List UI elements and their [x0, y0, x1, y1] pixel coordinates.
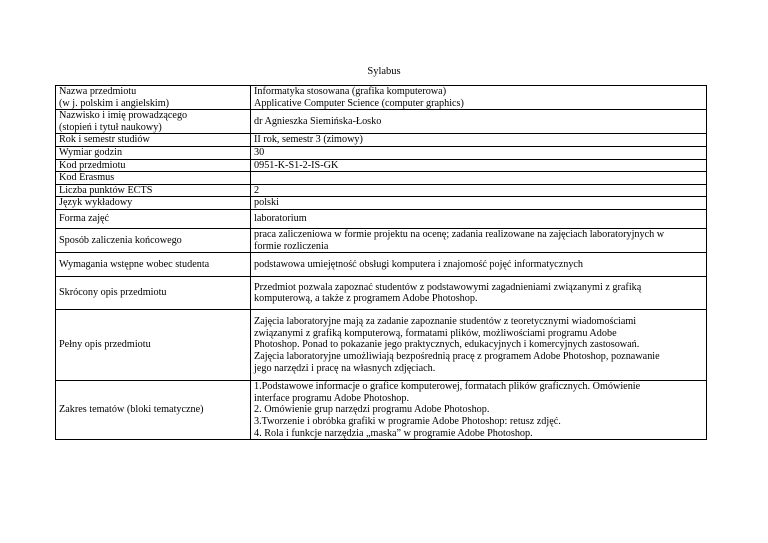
syllabus-table — [55, 85, 707, 440]
label-year-semester: Rok i semestr studiów — [56, 134, 251, 147]
row-year-semester — [56, 134, 707, 147]
value-year-semester: II rok, semestr 3 (zimowy) — [251, 134, 707, 147]
row-prerequisites — [56, 253, 707, 277]
value-ects: 2 — [251, 184, 707, 197]
row-lecturer — [56, 110, 707, 134]
label-class-form: Forma zajęć — [56, 209, 251, 228]
value-course-name: Informatyka stosowana (grafika komputerowa) Applicative Computer Science (computer graphics) — [251, 86, 707, 110]
row-final-assessment — [56, 228, 707, 252]
value-topics: 1.Podstawowe informacje o grafice komputerowej, formatach plików graficznych. Omówienie interface programu Adobe Photoshop. 2. Omówienie grup narzędzi programu Adobe Photoshop. 3.Tworzenie i obróbka grafiki w programie Adobe Photoshop: retusz zdjęć. 4. Rola i funkcje narzędzia „maska” w programie Adobe Photoshop. — [251, 381, 707, 440]
label-erasmus-code: Kod Erasmus — [56, 172, 251, 185]
value-class-form: laboratorium — [251, 209, 707, 228]
label-short-description: Skrócony opis przedmiotu — [56, 277, 251, 310]
label-course-code: Kod przedmiotu — [56, 159, 251, 172]
label-full-description: Pełny opis przedmiotu — [56, 310, 251, 381]
value-erasmus-code — [251, 172, 707, 185]
value-prerequisites: podstawowa umiejętność obsługi komputera i znajomość pojęć informatycznych — [251, 253, 707, 277]
label-hours: Wymiar godzin — [56, 146, 251, 159]
value-final-assessment: praca zaliczeniowa w formie projektu na ocenę; zadania realizowane na zajęciach laboratoryjnych w formie rozliczenia — [251, 228, 707, 252]
value-language: polski — [251, 197, 707, 210]
value-course-code: 0951-K-S1-2-IS-GK — [251, 159, 707, 172]
label-prerequisites: Wymagania wstępne wobec studenta — [56, 253, 251, 277]
document-title: Sylabus — [367, 66, 401, 77]
label-lecturer: Nazwisko i imię prowadzącego (stopień i tytuł naukowy) — [56, 110, 251, 134]
label-final-assessment: Sposób zaliczenia końcowego — [56, 228, 251, 252]
row-hours — [56, 146, 707, 159]
value-full-description: Zajęcia laboratoryjne mają za zadanie zapoznanie studentów z teoretycznymi wiadomościami związanymi z grafiką komputerową, formatami plików, możliwościami programu Adobe Photoshop. Ponad to pokazanie jego praktycznych, edukacyjnych i komercyjnych zastosowań. Zajęcia laboratoryjne umożliwiają bezpośrednią pracę z programem Adobe Photoshop, poznawanie jego narzędzi i pracę na własnych zdjęciach. — [251, 310, 707, 381]
value-lecturer: dr Agnieszka Siemińska-Łosko — [251, 110, 707, 134]
row-class-form — [56, 209, 707, 228]
label-language: Język wykładowy — [56, 197, 251, 210]
value-hours: 30 — [251, 146, 707, 159]
row-topics — [56, 381, 707, 440]
row-full-description — [56, 310, 707, 381]
row-ects — [56, 184, 707, 197]
label-topics: Zakres tematów (bloki tematyczne) — [56, 381, 251, 440]
label-ects: Liczba punktów ECTS — [56, 184, 251, 197]
row-course-code — [56, 159, 707, 172]
row-language — [56, 197, 707, 210]
row-short-description — [56, 277, 707, 310]
label-course-name: Nazwa przedmiotu (w j. polskim i angielskim) — [56, 86, 251, 110]
row-erasmus-code — [56, 172, 707, 185]
value-short-description: Przedmiot pozwala zapoznać studentów z podstawowymi zagadnieniami związanymi z grafiką komputerową, a także z programem Adobe Photoshop. — [251, 277, 707, 310]
row-course-name — [56, 86, 707, 110]
